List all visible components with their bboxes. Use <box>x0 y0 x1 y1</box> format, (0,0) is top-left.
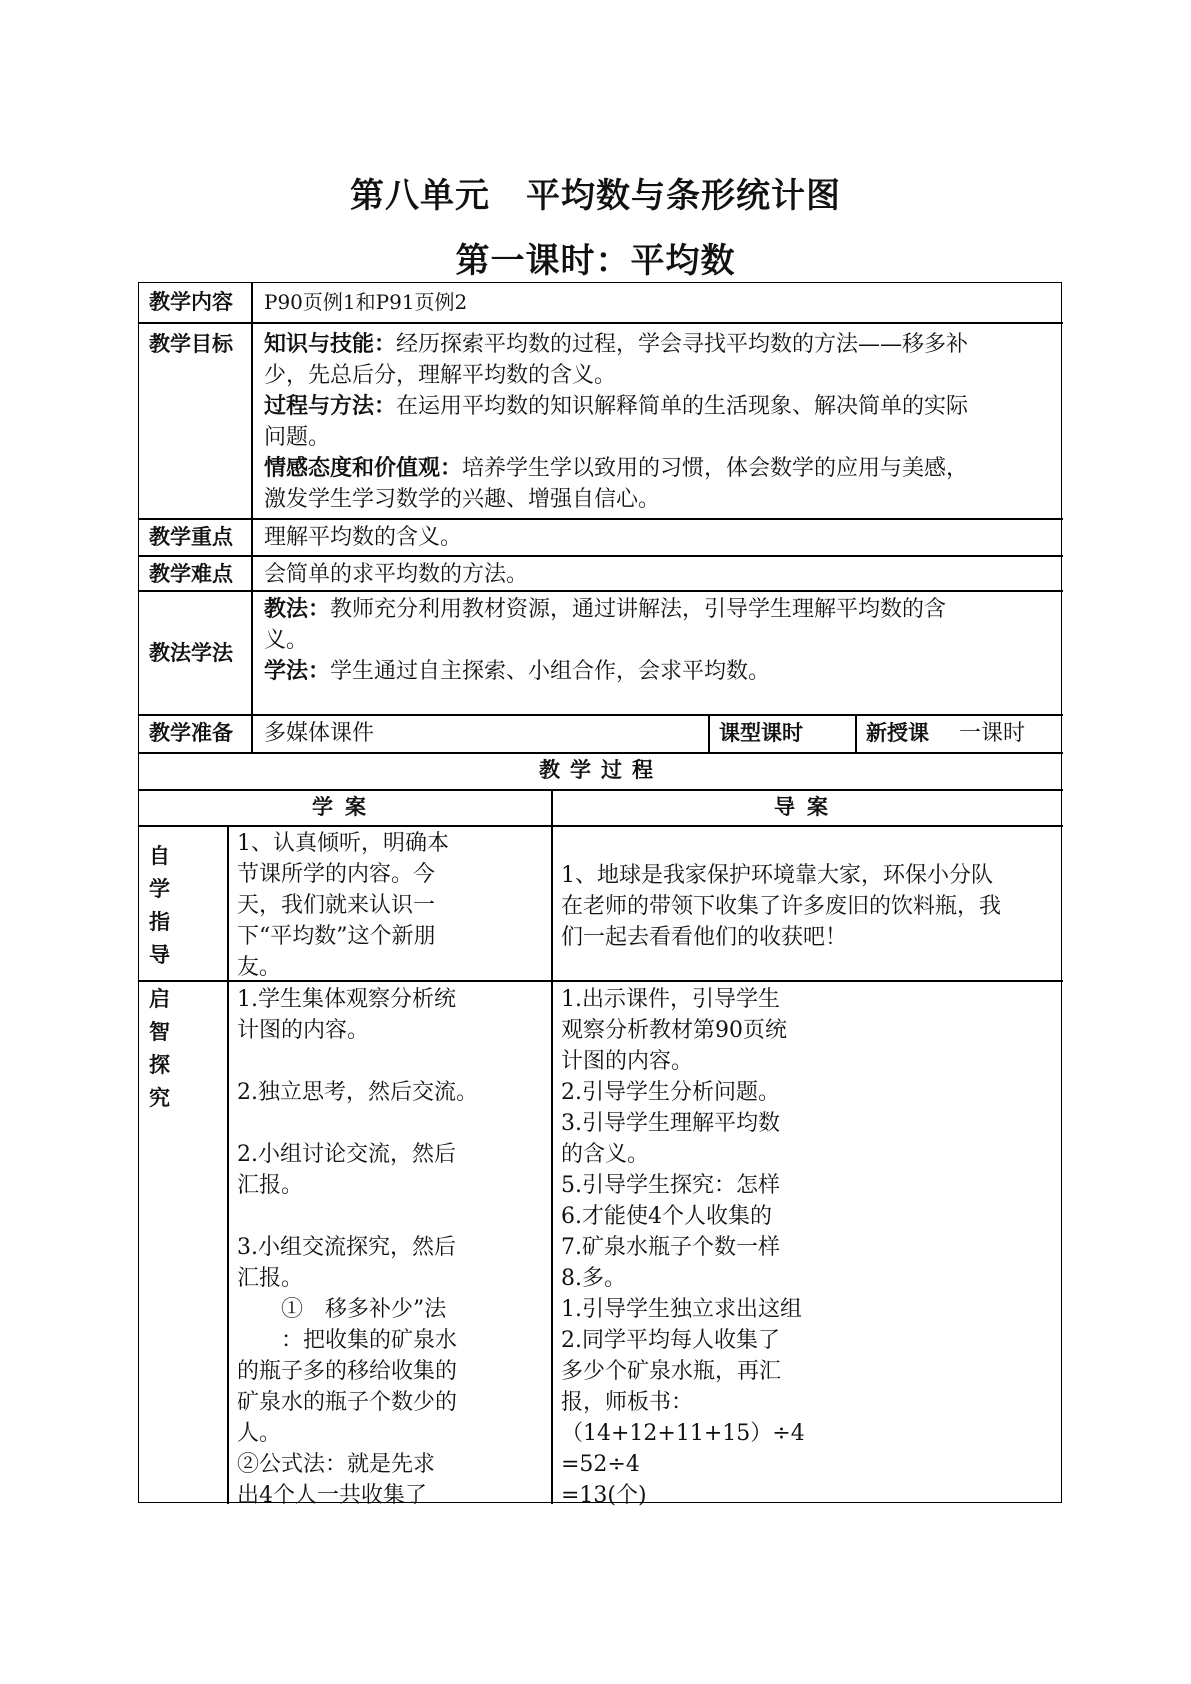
teacher-line: 1.出示课件，引导学生 <box>561 987 780 1012</box>
unit-title-topic: 平均数与条形统计图 <box>526 176 841 216</box>
knowledge-label: 知识与技能： <box>264 332 397 357</box>
teacher-line: 6.才能使4个人收集的 <box>561 1204 772 1229</box>
student-line: 出4个人一共收集了 <box>237 1483 427 1508</box>
methods-text <box>264 594 1054 687</box>
knowledge-line-1: 经历探索平均数的过程，学会寻找平均数的方法——移多补 <box>396 332 969 357</box>
student-line: 汇报。 <box>237 1173 304 1198</box>
process-method-line-1: 在运用平均数的知识解释简单的生活现象、解决简单的实际 <box>396 394 969 419</box>
teacher-line: 报，师板书： <box>561 1390 694 1415</box>
unit-title-number: 第八单元 <box>350 176 490 216</box>
student-line: ②公式法：就是先求 <box>237 1452 436 1477</box>
student-line: 3.小组交流探究，然后 <box>237 1235 456 1260</box>
side-char: 导 <box>149 943 170 967</box>
side-char: 指 <box>149 910 170 934</box>
teacher-line: 7.矿泉水瓶子个数一样 <box>561 1235 780 1260</box>
teacher-line: 8.多。 <box>561 1266 626 1291</box>
teaching-method-line-2: 义。 <box>264 628 309 653</box>
student-line: 的瓶子多的移给收集的 <box>237 1359 458 1384</box>
teacher-line: 观察分析教材第90页统 <box>561 1018 787 1043</box>
learning-method-label: 学法： <box>264 659 331 684</box>
methods-label: 教法学法 <box>149 641 233 665</box>
student-line: ：把收集的矿泉水 <box>237 1328 458 1353</box>
goals-text <box>264 329 1054 515</box>
teacher-line: 在老师的带领下收集了许多废旧的饮料瓶，我 <box>561 894 1002 919</box>
side-char: 智 <box>149 1020 170 1044</box>
teacher-line: 1、地球是我家保护环境靠大家，环保小分队 <box>561 863 993 888</box>
explore-student <box>237 984 478 1511</box>
content-value: P90页例1和P91页例2 <box>264 290 468 314</box>
content-label: 教学内容 <box>149 290 233 314</box>
lesson-period: 一课时 <box>959 721 1026 746</box>
student-line <box>237 1201 478 1232</box>
prep-value: 多媒体课件 <box>264 721 375 746</box>
emotion-line-1: 培养学生学以致用的习惯，体会数学的应用与美感， <box>462 456 969 481</box>
self-study-teacher <box>561 860 1001 953</box>
teacher-line: 2.同学平均每人收集了 <box>561 1328 780 1353</box>
side-char: 自 <box>149 844 170 868</box>
lesson-type-value: 新授课 <box>866 721 929 745</box>
teacher-line: 们一起去看看他们的收获吧！ <box>561 925 848 950</box>
student-line <box>237 1046 478 1077</box>
student-line: 2.独立思考，然后交流。 <box>237 1080 478 1105</box>
student-line: 汇报。 <box>237 1266 304 1291</box>
lesson-title: 第一课时：平均数 <box>455 241 736 281</box>
teacher-line: 的含义。 <box>561 1142 650 1167</box>
student-line: 节课所学的内容。今 <box>237 862 436 887</box>
unit-title <box>0 168 1191 217</box>
side-char: 探 <box>149 1053 170 1077</box>
lesson-type-label: 课型课时 <box>719 721 803 745</box>
student-line: 友。 <box>237 955 282 980</box>
teacher-line: 多少个矿泉水瓶，再汇 <box>561 1359 782 1384</box>
lesson-plan-table <box>138 282 1062 1508</box>
teacher-line: =52÷4 <box>561 1452 640 1477</box>
teacher-line: 1.引导学生独立求出这组 <box>561 1297 802 1322</box>
teacher-plan-header: 导案 <box>774 795 840 819</box>
difficulty-label: 教学难点 <box>149 562 233 586</box>
process-method-line-2: 问题。 <box>264 425 331 450</box>
student-line: 1、认真倾听，明确本 <box>237 831 449 856</box>
side-char: 学 <box>149 877 170 901</box>
student-line <box>237 1108 478 1139</box>
explore-teacher <box>561 984 805 1511</box>
key-point-value: 理解平均数的含义。 <box>264 525 463 550</box>
teacher-line: =13(个) <box>561 1483 647 1508</box>
emotion-line-2: 激发学生学习数学的兴趣、增强自信心。 <box>264 487 661 512</box>
teacher-line: 3.引导学生理解平均数 <box>561 1111 780 1136</box>
student-line: 天，我们就来认识一 <box>237 893 436 918</box>
process-method-label: 过程与方法： <box>264 394 397 419</box>
difficulty-value: 会简单的求平均数的方法。 <box>264 562 529 587</box>
knowledge-line-2: 少，先总后分，理解平均数的含义。 <box>264 363 617 388</box>
student-line: 计图的内容。 <box>237 1018 370 1043</box>
teaching-method-label: 教法： <box>264 597 331 622</box>
side-char: 究 <box>149 1086 170 1110</box>
student-line: ① 移多补少”法 <box>237 1297 447 1322</box>
goals-label: 教学目标 <box>149 332 233 356</box>
explore-side-label <box>149 983 179 1115</box>
student-line: 2.小组讨论交流，然后 <box>237 1142 456 1167</box>
emotion-label: 情感态度和价值观： <box>264 456 463 481</box>
student-plan-header: 学案 <box>312 795 378 819</box>
self-study-student <box>237 828 449 983</box>
teacher-line: 2.引导学生分析问题。 <box>561 1080 780 1105</box>
teacher-line: 计图的内容。 <box>561 1049 694 1074</box>
side-char: 启 <box>149 987 170 1011</box>
self-study-side-label <box>149 840 179 972</box>
process-title: 教学过程 <box>539 758 663 782</box>
key-point-label: 教学重点 <box>149 525 233 549</box>
prep-label: 教学准备 <box>149 721 233 745</box>
learning-method-line-1: 学生通过自主探索、小组合作，会求平均数。 <box>330 659 771 684</box>
teacher-line: 5.引导学生探究：怎样 <box>561 1173 780 1198</box>
student-line: 矿泉水的瓶子个数少的 <box>237 1390 458 1415</box>
student-line: 下“平均数”这个新朋 <box>237 924 436 949</box>
student-line: 人。 <box>237 1421 282 1446</box>
student-line: 1.学生集体观察分析统 <box>237 987 456 1012</box>
teaching-method-line-1: 教师充分利用教材资源，通过讲解法，引导学生理解平均数的含 <box>330 597 947 622</box>
teacher-line: （14+12+11+15）÷4 <box>561 1421 805 1446</box>
